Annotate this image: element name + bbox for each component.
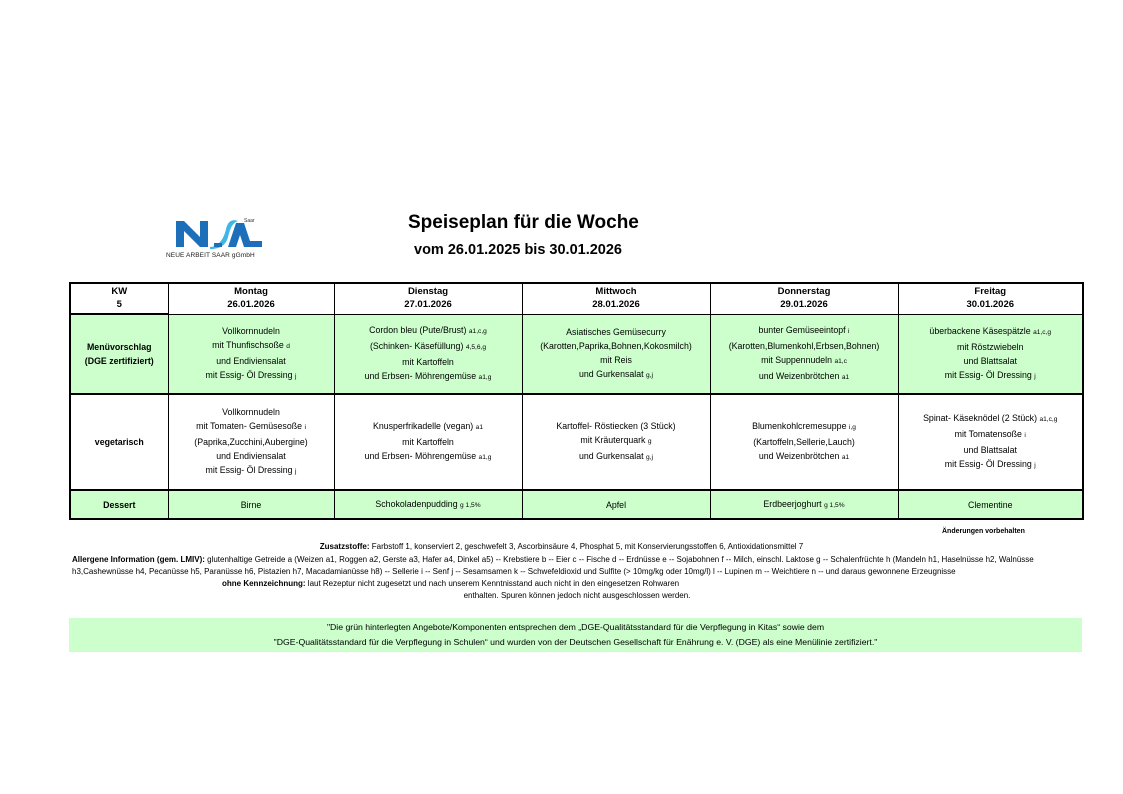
meal-cell: Knusperfrikadelle (vegan) a1 mit Kartoffeln und Erbsen- Möhrengemüse a1,g [334,394,522,490]
menu-row-dessert [70,490,1083,519]
changes-note: Änderungen vorbehalten [942,528,1025,535]
meal-cell: überbackene Käsespätzle a1,c,g mit Röstzwiebeln und Blattsalat mit Essig- Öl Dressing j [898,314,1083,394]
logo [166,213,276,263]
meal-cell: Vollkornnudeln mit Tomaten- Gemüsesoße i (Paprika,Zucchini,Aubergine) und Endiviensalat mit Essig- Öl Dressing j [168,394,334,490]
row-label-dessert: Dessert [70,490,168,519]
page-title: Speiseplan für die Woche [408,212,639,233]
meal-cell: bunter Gemüseeintopf i (Karotten,Blumenkohl,Erbsen,Bohnen) mit Suppennudeln a1,c und Weizenbrötchen a1 [710,314,898,394]
row-label-veg: vegetarisch [70,394,168,490]
menu-row-main [70,314,1083,394]
meal-cell: Spinat- Käseknödel (2 Stück) a1,c,g mit Tomatensoße i und Blattsalat mit Essig- Öl Dressing j [898,394,1083,490]
meal-cell: Blumenkohlcremesuppe i,g (Kartoffeln,Sellerie,Lauch) und Weizenbrötchen a1 [710,394,898,490]
dessert-cell: Schokoladenpudding g 1,5% [334,490,522,519]
logo-brand: NEUE ARBEIT SAAR gGmbH [166,252,255,259]
meal-cell: Kartoffel- Röstiecken (3 Stück) mit Kräuterquark g und Gurkensalat g,j [522,394,710,490]
dge-certification-note: "Die grün hinterlegten Angebote/Komponenten entsprechen dem „DGE-Qualitätsstandard für die Verpflegung in Kitas“ sowie dem "DGE-Qualitätsstandard für die Verpflegung in Schulen“ und wurden von der Deutschen Gesellschaft für Enährung e. V. (DGE) als eine Menülinie zertifiziert." [69,618,1082,652]
kw-cell: KW 5 [70,283,168,314]
day-header-mittwoch: Mittwoch 28.01.2026 [522,283,710,314]
allergen-info: Allergene Information (gem. LMIV): glutenhaltige Getreide a (Weizen a1, Roggen a2, Gerste a3, Hafer a4, Dinkel a5) -- Krebstiere b -- Eier c -- Fische d -- Erdnüsse e -- Sojabohnen f -- Milch, einschl. Laktose g -- Schalenfrüchte h (Mandeln h1, Haselnüsse h2, Walnüsse h3,Cashewnüsse h4, Pecanüsse h5, Paranüsse h6, Pistazien h7, Macadamianüsse h8) -- Sellerie i -- Senf j -- Sesamsamen k -- Schwefeldioxid und Sulfite (> 10mg/kg oder 10mg/l) l -- Lupinen m -- Weichtiere n -- und daraus gewonnene Erzeugnisseohne Kennzeichnung: laut Rezeptur nicht zugesetzt und nach unserem Kenntnisstand auch nicht in den eingesetzen Rohwaren enthalten. Spuren können jedoch nicht ausgeschlossen werden. [72,555,1034,600]
day-header-montag: Montag 26.01.2026 [168,283,334,314]
menu-table [69,282,1084,520]
header-row [70,283,1083,314]
additives-info: Zusatzstoffe: Farbstoff 1, konserviert 2, geschwefelt 3, Ascorbinsäure 4, Phosphat 5, mit Konservierungsstoffen 6, Antioxidationsmittel 7 [319,542,804,551]
menu-row-veg [70,394,1083,490]
day-header-donnerstag: Donnerstag 29.01.2026 [710,283,898,314]
dessert-cell: Apfel [522,490,710,519]
page-subtitle: vom 26.01.2025 bis 30.01.2026 [414,242,622,258]
dessert-cell: Birne [168,490,334,519]
meal-cell: Cordon bleu (Pute/Brust) a1,c,g (Schinken- Käsefüllung) 4,5,6,g mit Kartoffeln und Erbsen- Möhrengemüse a1,g [334,314,522,394]
logo-tag: Saar [244,218,255,224]
day-header-freitag: Freitag 30.01.2026 [898,283,1083,314]
day-header-dienstag: Dienstag 27.01.2026 [334,283,522,314]
meal-cell: Asiatisches Gemüsecurry (Karotten,Paprika,Bohnen,Kokosmilch) mit Reis und Gurkensalat g,j [522,314,710,394]
meal-cell: Vollkornnudeln mit Thunfischsoße d und Endiviensalat mit Essig- Öl Dressing j [168,314,334,394]
dessert-cell: Erdbeerjoghurt g 1,5% [710,490,898,519]
dessert-cell: Clementine [898,490,1083,519]
row-label-main: Menüvorschlag (DGE zertifiziert) [70,314,168,394]
neue-arbeit-logo-icon [166,213,276,253]
